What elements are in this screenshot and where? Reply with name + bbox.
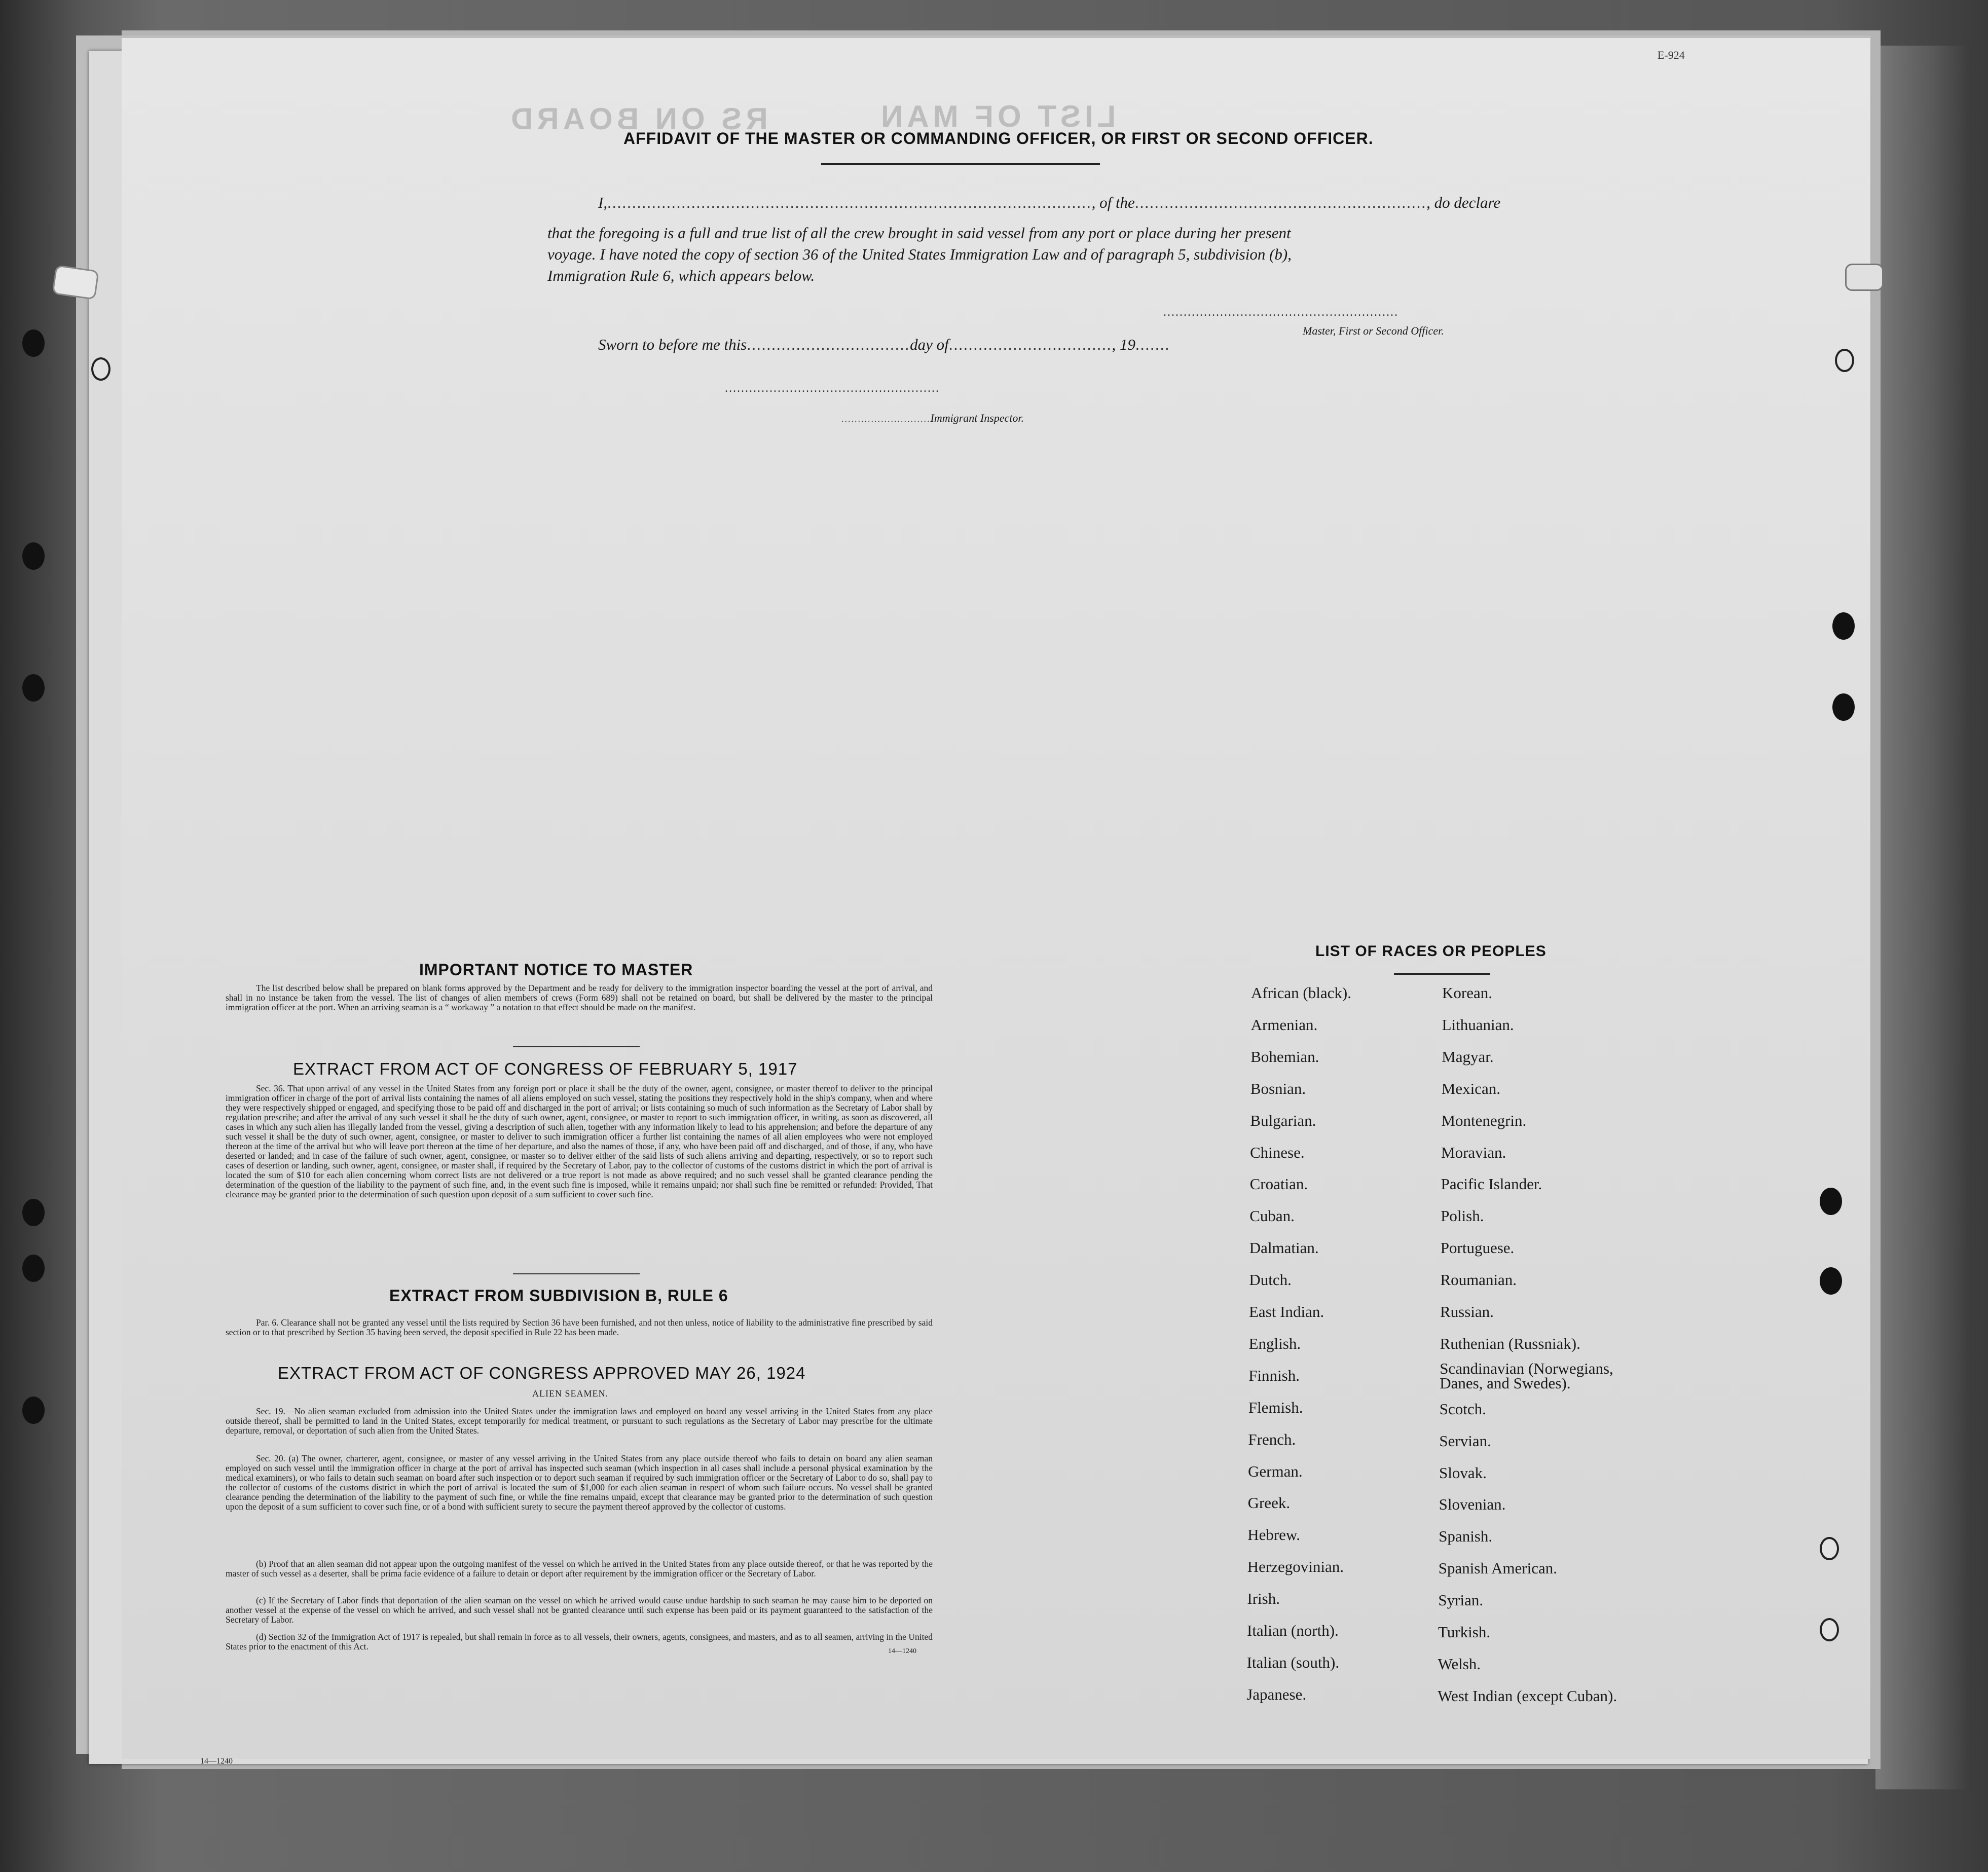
punch-hole <box>1835 349 1854 372</box>
race-item: French. <box>1248 1430 1296 1448</box>
race-item: Bosnian. <box>1250 1079 1306 1097</box>
race-item: Dalmatian. <box>1249 1239 1319 1257</box>
punch-hole <box>1820 1618 1839 1641</box>
race-item: Greek. <box>1247 1494 1291 1512</box>
races-title: LIST OF RACES OR PEOPLES <box>1315 943 1547 960</box>
race-item: Flemish. <box>1248 1398 1303 1416</box>
punch-hole <box>22 674 45 702</box>
race-item: Montenegrin. <box>1441 1111 1527 1129</box>
race-item: Scotch. <box>1439 1400 1486 1418</box>
sworn-line: Sworn to before me this.................................day of................................., 19....... <box>598 336 1170 353</box>
race-item: Dutch. <box>1249 1271 1292 1289</box>
year-blank[interactable]: ....... <box>1135 336 1170 353</box>
binder-edge <box>1875 46 1972 1789</box>
form-code: 14—1240 <box>200 1757 233 1766</box>
race-item: Welsh. <box>1438 1655 1481 1673</box>
inspector-signature-label: ...........................Immigrant Inspector. <box>841 412 1024 424</box>
race-item: Japanese. <box>1246 1685 1307 1703</box>
punch-hole <box>1832 693 1855 721</box>
affidavit-line-1: I,.................................................................................................., of the..........................................................., do declare <box>598 194 1501 211</box>
punch-hole <box>22 542 45 570</box>
race-item: Russian. <box>1440 1303 1494 1320</box>
punch-hole <box>1820 1267 1842 1295</box>
punch-hole <box>22 1199 45 1226</box>
race-item: Ruthenian (Russniak). <box>1440 1334 1580 1352</box>
bleed-through-text: LIST OF MAN <box>877 99 1116 133</box>
sec-20b-text: (b) Proof that an alien seaman did not appear upon the outgoing manifest of the vessel on which he arrived in the United States from any place outside thereof, or that he was reported by the master of such vessel as a deserter, shall be prima facie evidence of a failure to detain or deport after requirement by the immigration officer or the Secretary of Labor. <box>226 1559 933 1579</box>
race-item: Slovak. <box>1439 1463 1487 1482</box>
form-number: E-924 <box>1658 49 1685 61</box>
print-code: 14—1240 <box>888 1647 916 1655</box>
day-blank[interactable]: ................................. <box>747 336 910 353</box>
race-item: Cuban. <box>1249 1207 1295 1225</box>
race-item: Turkish. <box>1438 1623 1491 1641</box>
extract-rule6-text: Par. 6. Clearance shall not be granted any vessel until the lists required by Section 36 have been furnished, and not then unless, notice of liability to the administrative fine prescribed by said section or to that prescribed by Section 35 having been served, the deposit specified in Rule 22 has been made. <box>226 1317 933 1337</box>
affidavit-line-3: voyage. I have noted the copy of section 36 of the United States Immigration Law and of paragraph 5, subdivision (b), <box>547 245 1292 263</box>
race-item: African (black). <box>1251 984 1351 1002</box>
sec-20d-text: (d) Section 32 of the Immigration Act of 1917 is repealed, but shall remain in force as to all vessels, their owners, agents, consignees, and masters, and as to all seamen, arriving in the United States prior to the enactment of this Act. <box>226 1632 933 1651</box>
race-item: Pacific Islander. <box>1441 1175 1542 1193</box>
race-item: Bohemian. <box>1250 1047 1319 1066</box>
race-item: Irish. <box>1247 1590 1280 1608</box>
race-item: Herzegovinian. <box>1247 1558 1344 1576</box>
extract-1917-title: EXTRACT FROM ACT OF CONGRESS OF FEBRUARY 5, 1917 <box>293 1059 798 1078</box>
race-item: Spanish. <box>1439 1527 1493 1546</box>
race-item: Lithuanian. <box>1442 1015 1514 1034</box>
race-item: East Indian. <box>1249 1303 1324 1320</box>
master-signature-label: Master, First or Second Officer. <box>1303 324 1444 337</box>
divider <box>513 1046 640 1047</box>
punch-hole <box>1820 1537 1839 1560</box>
race-item: Korean. <box>1442 984 1492 1002</box>
bleed-through-text: RS ON BOARD <box>507 102 768 136</box>
affidavit-line-4: Immigration Rule 6, which appears below. <box>547 267 815 284</box>
paper-clip <box>52 265 99 300</box>
sec-19-text: Sec. 19.—No alien seaman excluded from admission into the United States under the immigration laws and employed on board any vessel arriving in the United States from any place outside thereof, shall be permitted to land in the United States, except temporarily for medical treatment, or pursuant to such regulations as the Secretary of Labor may prescribe for the ultimate departure, removal, or deportation of such alien from the United States. <box>226 1406 933 1436</box>
race-item: Spanish American. <box>1438 1559 1557 1577</box>
extract-rule6-title: EXTRACT FROM SUBDIVISION B, RULE 6 <box>389 1287 728 1305</box>
race-item: Armenian. <box>1250 1015 1318 1034</box>
month-blank[interactable]: ................................. <box>948 336 1112 353</box>
affidavit-title: AFFIDAVIT OF THE MASTER OR COMMANDING OFFICER, OR FIRST OR SECOND OFFICER. <box>623 129 1374 148</box>
race-item: Mexican. <box>1441 1079 1501 1097</box>
race-item: Hebrew. <box>1247 1526 1301 1544</box>
master-signature-line[interactable]: .......................................................... <box>1163 306 1398 319</box>
race-item: Chinese. <box>1250 1143 1305 1161</box>
punch-hole <box>22 1255 45 1282</box>
race-item: Finnish. <box>1248 1366 1300 1384</box>
name-blank[interactable]: .................................................................................................. <box>607 194 1092 211</box>
race-item: Moravian. <box>1441 1143 1506 1161</box>
punch-hole <box>22 1397 45 1424</box>
race-item: Roumanian. <box>1440 1271 1517 1289</box>
race-item: Slovenian. <box>1439 1495 1506 1514</box>
paper-clip <box>1845 264 1884 291</box>
race-item: Magyar. <box>1442 1047 1494 1066</box>
inspector-signature-line[interactable]: ..................................................... <box>725 382 940 395</box>
race-item: Bulgarian. <box>1250 1111 1316 1129</box>
sec-20c-text: (c) If the Secretary of Labor finds that deportation of the alien seaman on the vessel on which he arrived would cause undue hardship to such seaman he may cause him to be deported on another vessel at the expense of the vessel on which he arrived, and such vessel shall not be granted clearance until such expense has been paid or its payment guaranteed to the satisfaction of the Secretary of Labor. <box>226 1595 933 1625</box>
race-item: Italian (south). <box>1246 1653 1340 1671</box>
extract-1917-text: Sec. 36. That upon arrival of any vessel in the United States from any foreign port or place it shall be the duty of the owner, agent, consignee, or master thereof to deliver to the principal immigration officer in charge of the port of arrival lists containing the names of all aliens employed on such vessel, stating the positions they respectively hold in the ship's company, when and where they were respectively shipped or engaged, and specifying those to be paid off and discharged in the port of arrival; or lists containing so much of such information as the Secretary of Labor shall by regulation prescribe; and after the arrival of any such vessel it shall be the duty of such owner, agent, consignee, or master to report to such immigration officer, in writing, as soon as discovered, all cases in which any such alien has illegally landed from the vessel, giving a description of such alien, together with any information likely to lead to his apprehension; and before the departure of any such vessel it shall be the duty of such owner, agent, consignee, or master to deliver to such immigration officer a further list containing the names of all alien employees who were not employed thereon at the time of the arrival but who will leave port thereon at the time of her departure, and also the names of those, if any, who have been paid off and discharged, and of those, if any, who have deserted or landed; and in case of the failure of such owner, agent, consignee, or master so to deliver either of the said lists of such aliens arriving and departing, respectively, or so to report such cases of desertion or landing, such owner, agent, consignee, or master shall, if required by the Secretary of Labor, pay to the collector of customs of the customs district in which the port of arrival is located the sum of $10 for each alien concerning whom correct lists are not delivered or a true report is not made as above required; and no such vessel shall be granted clearance pending the determination of the question of the liability to the payment of such fine, and, in the event such fine is imposed, while it remains unpaid; nor shall such fine be remitted or refunded: Provided, That clearance may be granted prior to the determination of such question upon deposit of a sum sufficient to cover such fine. <box>226 1083 933 1199</box>
title-underline <box>1394 973 1490 975</box>
race-item: Scandinavian (Norwegians, Danes, and Swedes). <box>1440 1359 1613 1392</box>
sec-20a-text: Sec. 20. (a) The owner, charterer, agent, consignee, or master of any vessel arriving in the United States from any place outside thereof who fails to detain on board any alien seaman employed on such vessel until the immigration officer in charge at the port of arrival has inspected such seaman (which inspection in all cases shall include a personal physical examination by the medical examiners), or who fails to detain such seaman on board after such inspection or to deport such seaman if required by such immigration officer or the Secretary of Labor to do so, shall pay to the collector of customs of the customs district in which the port of arrival is located the sum of $1,000 for each alien seaman in respect of whom such failure occurs. No vessel shall be granted clearance pending the determination of the liability to the payment of such fine, or while the fine remains unpaid, except that clearance may be granted prior to the determination of such question upon the deposit of a sum sufficient to cover such fine, or of a bond with sufficient surety to secure the payment thereof approved by the collector of customs. <box>226 1453 933 1512</box>
title-underline <box>821 163 1100 165</box>
extract-1924-subtitle: ALIEN SEAMEN. <box>532 1388 608 1399</box>
vessel-blank[interactable]: ........................................................... <box>1134 194 1427 211</box>
race-item: West Indian (except Cuban). <box>1438 1686 1617 1705</box>
punch-hole <box>1820 1188 1842 1215</box>
punch-hole <box>91 357 111 381</box>
notice-title: IMPORTANT NOTICE TO MASTER <box>419 961 693 979</box>
notice-text: The list described below shall be prepared on blank forms approved by the Department and be ready for delivery to the immigration inspector boarding the vessel at the port of arrival, and shall in no instance be taken from the vessel. The list of changes of alien members of crews (Form 689) shall not be retained on board, but shall be delivered by the master to the principal immigration officer at the port. When an arriving seaman is a “ workaway ” a notation to that effect should be made on the manifest. <box>226 983 933 1012</box>
race-item: German. <box>1248 1462 1303 1480</box>
race-item: English. <box>1248 1334 1301 1352</box>
race-item: Syrian. <box>1438 1591 1484 1609</box>
race-item: Polish. <box>1441 1207 1484 1225</box>
race-item: Servian. <box>1439 1431 1491 1450</box>
punch-hole <box>22 329 45 357</box>
affidavit-line-2: that the foregoing is a full and true list of all the crew brought in said vessel from any port or place during her present <box>547 224 1291 242</box>
race-item: Croatian. <box>1249 1175 1308 1193</box>
divider <box>513 1273 640 1274</box>
race-item: Italian (north). <box>1247 1622 1339 1639</box>
punch-hole <box>1832 612 1855 640</box>
race-item: Portuguese. <box>1440 1239 1515 1257</box>
extract-1924-title: EXTRACT FROM ACT OF CONGRESS APPROVED MAY 26, 1924 <box>278 1364 806 1382</box>
